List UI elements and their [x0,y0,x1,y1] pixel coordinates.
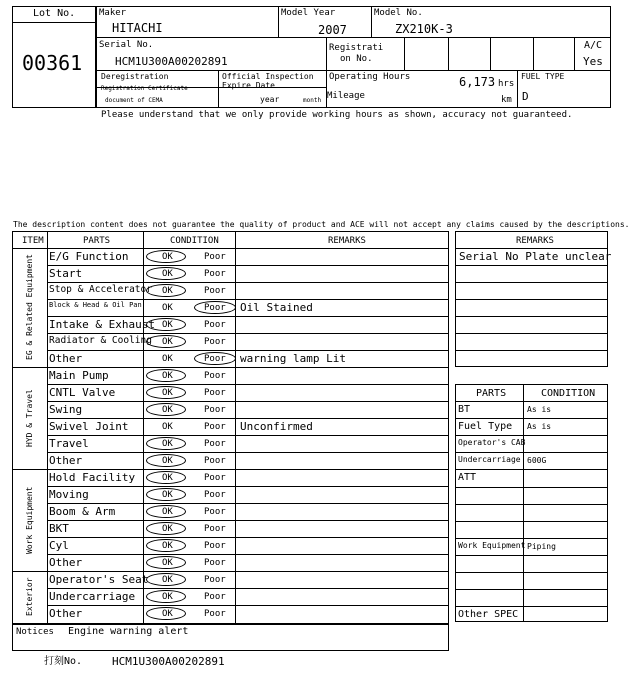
right-parts-row-line [455,572,608,573]
ok-label: OK [162,490,173,500]
ok-label: OK [162,439,173,449]
row-line [47,350,449,351]
right-part-label: BT [458,404,471,415]
model-no-label: Model No. [374,8,423,18]
group-label: EG & Related Equipment [25,254,34,361]
serial-no-value: HCM1U300A00202891 [115,55,228,68]
group-label: HYD & Travel [25,389,34,447]
right-condition-value: As is [527,405,552,414]
operating-hours-label: Operating Hours [329,72,411,82]
poor-label: Poor [204,524,226,534]
notices-label: Notices [16,627,54,637]
year-label: year [260,95,280,104]
part-label: Moving [49,488,89,501]
poor-label: Poor [204,490,226,500]
month-label: month [303,97,322,104]
disclaimer: The description content does not guarantee the quality of product and ACE will not accept any claims caused by the descriptions. [13,220,630,229]
ok-selected-oval [146,335,186,348]
poor-label: Poor [204,592,226,602]
registration-certificate-label: Registration Certificate [101,85,188,92]
ok-label: OK [162,456,173,466]
notices-value: Engine warning alert [68,626,189,637]
ok-selected-oval [146,454,186,467]
poor-selected-oval [194,352,236,365]
row-line [47,282,449,283]
ok-label: OK [162,524,173,534]
ok-selected-oval [146,488,186,501]
poor-label: Poor [204,422,226,432]
part-label: Radiator & Cooling [49,335,152,346]
ok-selected-oval [146,369,186,382]
right-parts-row-line [455,538,608,539]
ok-selected-oval [146,573,186,586]
row-line [47,333,449,334]
fuel-type-label: FUEL TYPE [521,72,565,81]
part-label: Other [49,454,83,467]
ok-label: OK [162,303,173,313]
part-label: Block & Head & Oil Pan [49,301,142,309]
poor-label: Poor [204,473,226,483]
part-label: Swivel Joint [49,420,129,433]
right-parts-row-line [455,418,608,419]
part-label: Start [49,267,83,280]
row-line [47,503,449,504]
lot-number: 00361 [22,51,83,75]
right-part-label: Operator's CAB [458,438,526,448]
maker-value: HITACHI [112,21,163,35]
ok-selected-oval [146,607,186,620]
poor-label: Poor [204,303,226,313]
part-label: Undercarriage [49,590,136,603]
part-label: Main Pump [49,369,109,382]
fuel-type-value: D [522,90,529,103]
part-label: Other [49,607,83,620]
ok-label: OK [162,388,173,398]
ok-selected-oval [146,471,186,484]
group-label: Exterior [25,577,34,616]
ok-selected-oval [146,590,186,603]
poor-label: Poor [204,371,226,381]
maker-label: Maker [99,8,127,18]
poor-label: Poor [204,286,226,296]
poor-label: Poor [204,609,226,619]
ok-selected-oval [146,284,186,297]
condition-header: CONDITION [170,236,219,246]
ok-selected-oval [146,318,186,331]
group-label: Work Equipment [25,486,34,554]
right-parts-row-line [455,606,608,607]
part-label: Travel [49,437,89,450]
poor-label: Poor [204,269,226,279]
right-part-label: Undercarriage [458,455,521,465]
right-parts-row-line [455,521,608,522]
row-line [47,452,449,453]
right-condition-header: CONDITION [541,388,596,399]
part-label: Hold Facility [49,471,136,484]
ok-selected-oval [146,539,186,552]
row-line [47,316,449,317]
right-parts-header: PARTS [476,388,507,399]
part-label: Stop & Accelerator [49,284,152,295]
row-line [47,520,449,521]
right-condition-value: Piping [527,541,556,551]
right-parts-row-line [455,401,608,402]
right-remarks-row-line [455,282,608,283]
ok-label: OK [162,541,173,551]
remarks-header: REMARKS [328,236,366,246]
ok-label: OK [162,269,173,279]
right-part-label: Work Equipment [458,540,526,550]
ac-label: A/C [584,40,603,51]
inspection-label-1: Official Inspection [222,72,314,81]
model-year-label: Model Year [281,8,336,18]
poor-label: Poor [204,541,226,551]
ac-value: Yes [583,55,603,68]
ok-label: OK [162,405,173,415]
right-condition-value: As is [527,422,552,432]
right-parts-row-line [455,469,608,470]
right-part-label: Other SPEC [458,609,519,621]
ok-label: OK [162,575,173,585]
right-parts-row-line [455,452,608,453]
poor-label: Poor [204,439,226,449]
row-line [47,486,449,487]
right-remarks-row-line [455,333,608,334]
part-label: CNTL Valve [49,386,116,399]
accuracy-notice: Please understand that we only provide working hours as shown, accuracy not guaranteed. [101,110,573,120]
ok-selected-oval [146,386,186,399]
part-label: Operator's Seat [49,573,149,586]
hrs-label: hrs [498,79,515,89]
part-label: Other [49,556,83,569]
ok-label: OK [162,507,173,517]
part-label: Intake & Exhaust [49,318,155,331]
part-label: BKT [49,522,69,535]
right-parts-row-line [455,555,608,556]
ok-selected-oval [146,437,186,450]
operating-hours-value: 6,173 [459,75,496,89]
poor-label: Poor [204,337,226,347]
right-remarks-header: REMARKS [516,236,554,246]
ok-selected-oval [146,267,186,280]
registration-label-1: Registrati [329,43,384,53]
row-line [47,384,449,385]
row-line [47,367,449,368]
deregistration-label: Deregistration [101,72,169,81]
row-line [47,571,449,572]
poor-label: Poor [204,405,226,415]
row-line [47,588,449,589]
right-parts-row-line [455,589,608,590]
serial-no-label: Serial No. [99,40,154,50]
model-year-value: 2007 [318,23,347,37]
mileage-label: Mileage [327,91,365,101]
row-line [47,605,449,606]
cema-label: document of CEMA [105,97,163,104]
ok-selected-oval [146,505,186,518]
part-label: Boom & Arm [49,505,116,518]
ok-label: OK [162,609,173,619]
right-remarks-row-line [455,265,608,266]
right-remarks-row-line [455,350,608,351]
right-part-label: ATT [458,472,477,484]
ok-label: OK [162,286,173,296]
ok-label: OK [162,422,173,432]
poor-label: Poor [204,456,226,466]
ok-label: OK [162,592,173,602]
poor-label: Poor [204,507,226,517]
right-parts-row-line [455,487,608,488]
poor-label: Poor [204,252,226,262]
poor-label: Poor [204,320,226,330]
row-line [47,537,449,538]
ok-label: OK [162,252,173,262]
ok-selected-oval [146,403,186,416]
inspection-label-2: Expire Date [222,81,275,90]
ok-label: OK [162,371,173,381]
ok-label: OK [162,354,173,364]
row-line [47,299,449,300]
ok-label: OK [162,337,173,347]
km-label: km [501,95,512,105]
poor-label: Poor [204,388,226,398]
stamp-label: 打刻No. [44,656,83,667]
stamp-value: HCM1U300A00202891 [112,655,225,668]
parts-header: PARTS [83,236,111,246]
row-line [47,401,449,402]
poor-label: Poor [204,558,226,568]
remark-text: Oil Stained [240,301,313,314]
ok-label: OK [162,558,173,568]
right-remarks-row-line [455,248,608,249]
right-remark-text: Serial No Plate unclear [459,250,612,263]
poor-label: Poor [204,354,226,364]
right-remarks-row-line [455,316,608,317]
ok-selected-oval [146,522,186,535]
row-line [47,435,449,436]
ok-selected-oval [146,556,186,569]
lot-no-label: Lot No. [33,8,76,19]
part-label: Other [49,352,83,365]
row-line [47,554,449,555]
right-parts-row-line [455,504,608,505]
item-header: ITEM [22,236,44,246]
model-no-value: ZX210K-3 [395,22,453,36]
part-label: E/G Function [49,250,129,263]
registration-label-2: on No. [340,54,373,64]
poor-selected-oval [194,301,236,314]
right-condition-value: 600G [527,456,547,466]
part-label: Cyl [49,539,69,552]
remark-text: warning lamp Lit [240,352,346,365]
right-part-label: Fuel Type [458,421,513,433]
poor-label: Poor [204,575,226,585]
ok-label: OK [162,473,173,483]
row-line [47,418,449,419]
right-parts-row-line [455,435,608,436]
row-line [47,248,449,249]
row-line [47,469,449,470]
row-line [47,265,449,266]
ok-selected-oval [146,250,186,263]
part-label: Swing [49,403,83,416]
remark-text: Unconfirmed [240,420,313,433]
right-remarks-row-line [455,299,608,300]
ok-label: OK [162,320,173,330]
